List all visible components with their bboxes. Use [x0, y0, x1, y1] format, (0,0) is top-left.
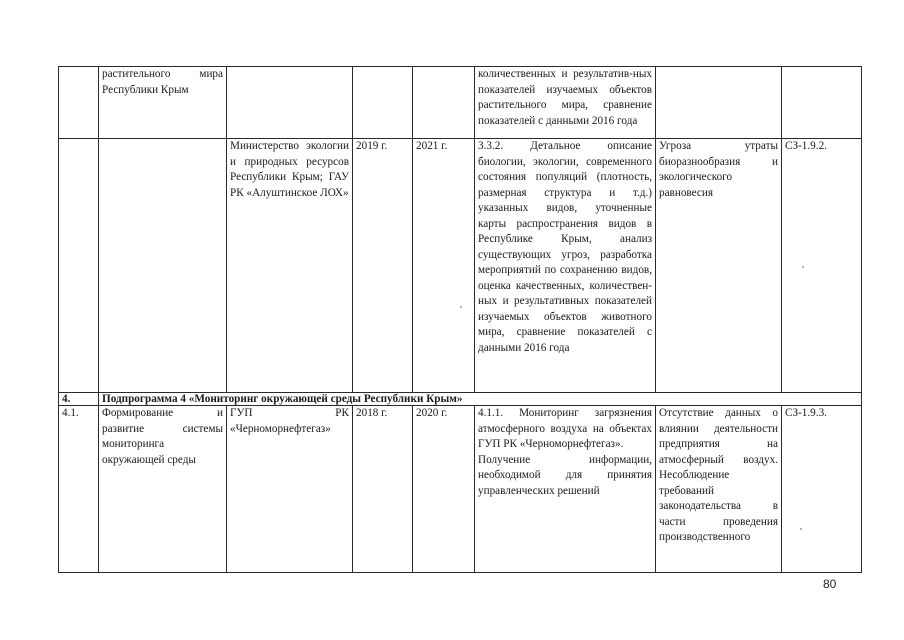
cell-end: 2021 г. [413, 139, 475, 393]
result-text-part2: Получение информации, необходимой для принятия управленческих решений [478, 453, 652, 497]
scan-speck [802, 266, 804, 268]
cell-executor [227, 67, 353, 139]
cell-start: 2018 г. [353, 406, 413, 573]
program-table [58, 66, 862, 573]
subprogram-header-row [59, 393, 862, 406]
subprogram-title: Подпрограмма 4 «Мониторинг окружающей среды Республики Крым» [99, 393, 862, 406]
table-row [59, 406, 862, 573]
result-text-part1: 4.1.1. Мониторинг загрязнения атмосферного воздуха на объектах ГУП РК «Черноморнефтегаз». [478, 407, 652, 450]
cell-start: 2019 г. [353, 139, 413, 393]
cell-link: СЗ-1.9.3. [782, 406, 862, 573]
cell-name: Формирование и развитие системы мониторинга окружающей среды [99, 406, 227, 573]
page-number: 80 [823, 577, 837, 591]
table-row [59, 67, 862, 139]
cell-executor: ГУП РК «Черноморнефтегаз» [227, 406, 353, 573]
cell-link: СЗ-1.9.2. [782, 139, 862, 393]
cell-name [99, 139, 227, 393]
cell-risk [656, 67, 782, 139]
cell-name: растительного мира Республики Крым [99, 67, 227, 139]
cell-end [413, 67, 475, 139]
cell-risk: Угроза утраты биоразнообразия и экологического равновесия [656, 139, 782, 393]
scan-speck [460, 306, 462, 308]
cell-risk: Отсутствие данных о влиянии деятельности предприятия на атмосферный воздух. Несоблюдение требований законодательства в части проведения производственного [656, 406, 782, 573]
scan-speck [800, 528, 802, 530]
cell-number [59, 139, 99, 393]
cell-number [59, 67, 99, 139]
subprogram-number: 4. [59, 393, 99, 406]
cell-executor: Министерство экологии и природных ресурсов Республики Крым; ГАУ РК «Алуштинское ЛОХ» [227, 139, 353, 393]
cell-end: 2020 г. [413, 406, 475, 573]
cell-number: 4.1. [59, 406, 99, 573]
cell-result [475, 406, 656, 573]
cell-start [353, 67, 413, 139]
cell-result: количественных и результатив-ных показателей изучаемых объектов растительного мира, сравнение показателей с данными 2016 года [475, 67, 656, 139]
cell-result: 3.3.2. Детальное описание биологии, экологии, современного состояния популяций (плотность, размерная структура и т.д.) указанных видов, уточненные карты распространения видов в Республике Крым, анализ существующих угроз, разработка мероприятий по сохранению видов, оценка качественных, количествен-ных и результативных показателей изучаемых объектов животного мира, сравнение показателей с данными 2016 года [475, 139, 656, 393]
table-row [59, 139, 862, 393]
cell-link [782, 67, 862, 139]
